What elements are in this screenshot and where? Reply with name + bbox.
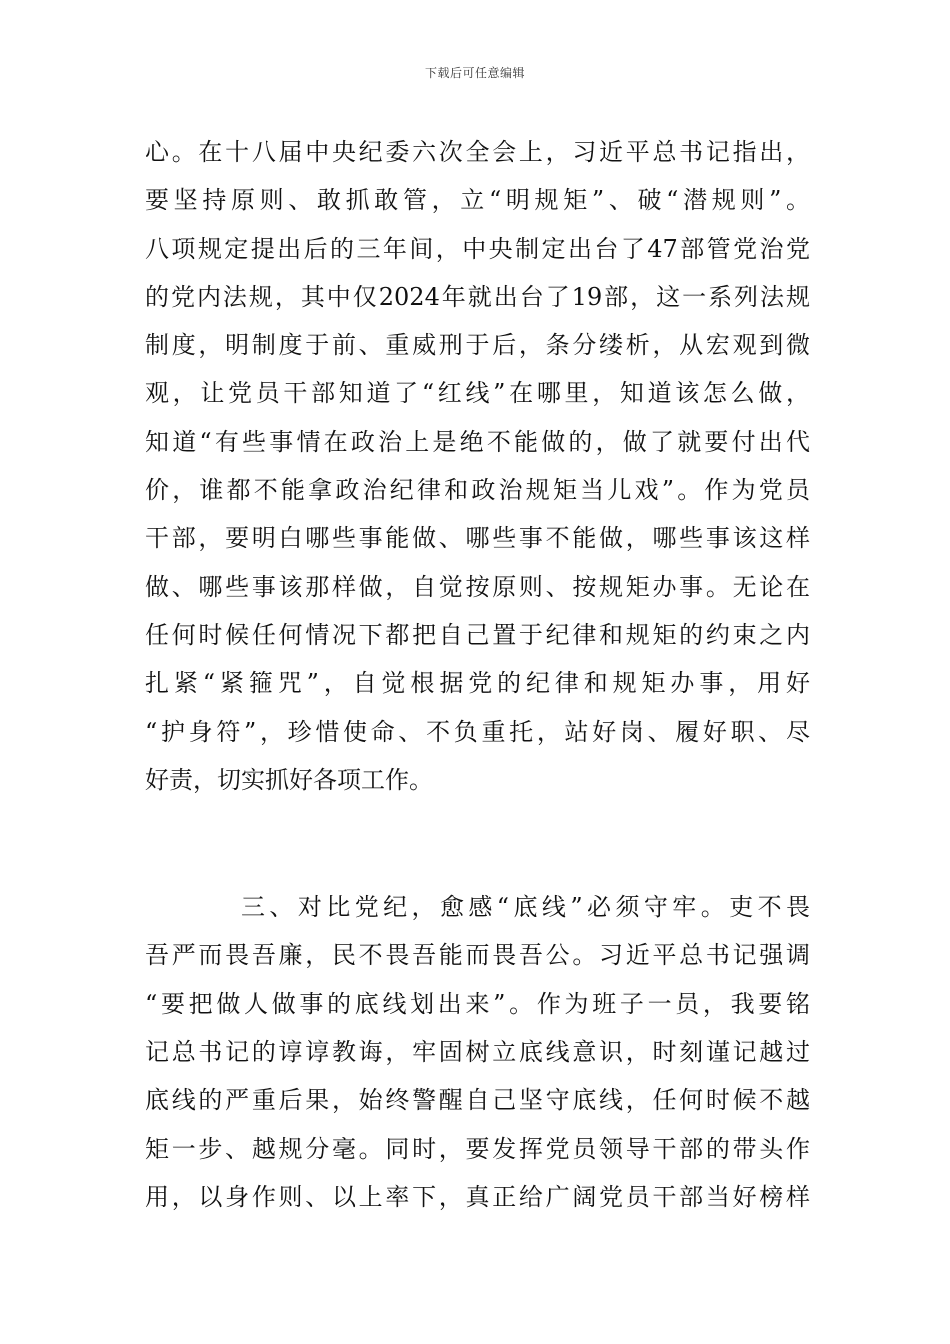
text-line: 制度，明制度于前、重威刑于后，条分缕析，从宏观到微: [145, 331, 810, 360]
text-line: 价，谁都不能拿政治纪律和政治规矩当儿戏”。作为党员: [145, 476, 810, 505]
text-line: 底线的严重后果，始终警醒自己坚守底线，任何时候不越: [145, 1086, 810, 1115]
section-heading-line: 三、对比党纪，愈感“底线”必须守牢。吏不畏: [241, 893, 810, 922]
text-line: 的党内法规，其中仅2024年就出台了19部，这一系列法规: [145, 282, 810, 311]
paragraph-2: [145, 883, 810, 1221]
text-line: 八项规定提出后的三年间，中央制定出台了47部管党治党: [145, 234, 810, 263]
text-line: 吾严而畏吾廉，民不畏吾能而畏吾公。习近平总书记强调: [145, 941, 810, 970]
text-line: 观，让党员干部知道了“红线”在哪里，知道该怎么做，: [145, 379, 810, 408]
page-header-note: 下载后可任意编辑: [424, 66, 525, 80]
text-line: 干部，要明白哪些事能做、哪些事不能做，哪些事该这样: [145, 524, 810, 553]
text-line: “要把做人做事的底线划出来”。作为班子一员，我要铭: [145, 989, 810, 1018]
text-line: 好责，切实抓好各项工作。: [145, 765, 433, 794]
text-line: 做、哪些事该那样做，自觉按原则、按规矩办事。无论在: [145, 572, 810, 601]
text-line: 心。在十八届中央纪委六次全会上，习近平总书记指出，: [145, 138, 810, 166]
text-line: “护身符”，珍惜使命、不负重托，站好岗、履好职、尽: [145, 717, 810, 746]
text-line: 要坚持原则、敢抓敢管，立“明规矩”、破“潜规则”。: [145, 186, 810, 215]
paragraph-1: [145, 128, 810, 804]
text-line: 矩一步、越规分毫。同时，要发挥党员领导干部的带头作: [145, 1134, 810, 1163]
text-line: 任何时候任何情况下都把自己置于纪律和规矩的约束之内: [145, 620, 810, 649]
text-line: 扎紧“紧箍咒”，自觉根据党的纪律和规矩办事，用好: [145, 669, 810, 698]
text-line: 记总书记的谆谆教诲，牢固树立底线意识，时刻谨记越过: [145, 1038, 810, 1067]
text-line: 用，以身作则、以上率下，真正给广阔党员干部当好榜样: [145, 1182, 810, 1211]
text-line: 知道“有些事情在政治上是绝不能做的，做了就要付出代: [145, 427, 810, 456]
paragraph-gap: [145, 804, 810, 883]
document-body: [145, 128, 810, 1221]
